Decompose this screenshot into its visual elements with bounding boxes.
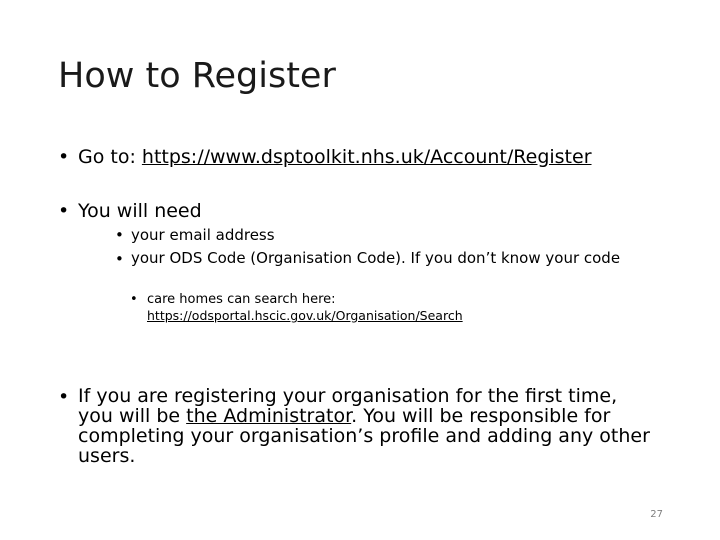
- go-to-label: Go to:: [78, 146, 142, 168]
- page-number: 27: [650, 509, 663, 520]
- bullet-you-will-need: [58, 200, 678, 224]
- bullet-dot: •: [130, 292, 138, 307]
- sub-bullet-email: [115, 227, 655, 243]
- sub-sub-bullet-care-homes: [130, 292, 570, 328]
- administrator-underlined: the Administrator: [186, 405, 352, 427]
- bullet-administrator: [58, 386, 658, 478]
- sub-bullet-ods-code: [115, 251, 655, 285]
- administrator-text-start: If you are registering your organisation for the first time, you will be: [78, 385, 618, 427]
- sub-bullet-text: your email address: [131, 226, 275, 244]
- bullet-dot: •: [58, 146, 70, 168]
- slide-title: How to Register: [58, 56, 336, 96]
- bullet-dot: •: [58, 200, 70, 222]
- bullet-text: [78, 146, 592, 168]
- sub-bullet-text: your ODS Code (Organisation Code). If you don’t know your code: [131, 249, 621, 267]
- sub-sub-bullet-text: [147, 292, 567, 325]
- bullet-dot: •: [115, 226, 124, 244]
- administrator-text-end: . You will be responsible for completing your organisation’s profile and adding any other users.: [78, 405, 650, 467]
- bullet-dot: •: [58, 386, 70, 408]
- bullet-dot: •: [115, 250, 124, 268]
- bullet-text: [78, 386, 652, 466]
- bullet-text: You will need: [78, 200, 202, 222]
- care-homes-label: care homes can search here:: [147, 292, 336, 307]
- register-link[interactable]: https://www.dsptoolkit.nhs.uk/Account/Register: [141, 146, 592, 168]
- bullet-go-to: [58, 146, 678, 170]
- ods-search-link[interactable]: https://odsportal.hscic.gov.uk/Organisation/Search: [147, 308, 463, 323]
